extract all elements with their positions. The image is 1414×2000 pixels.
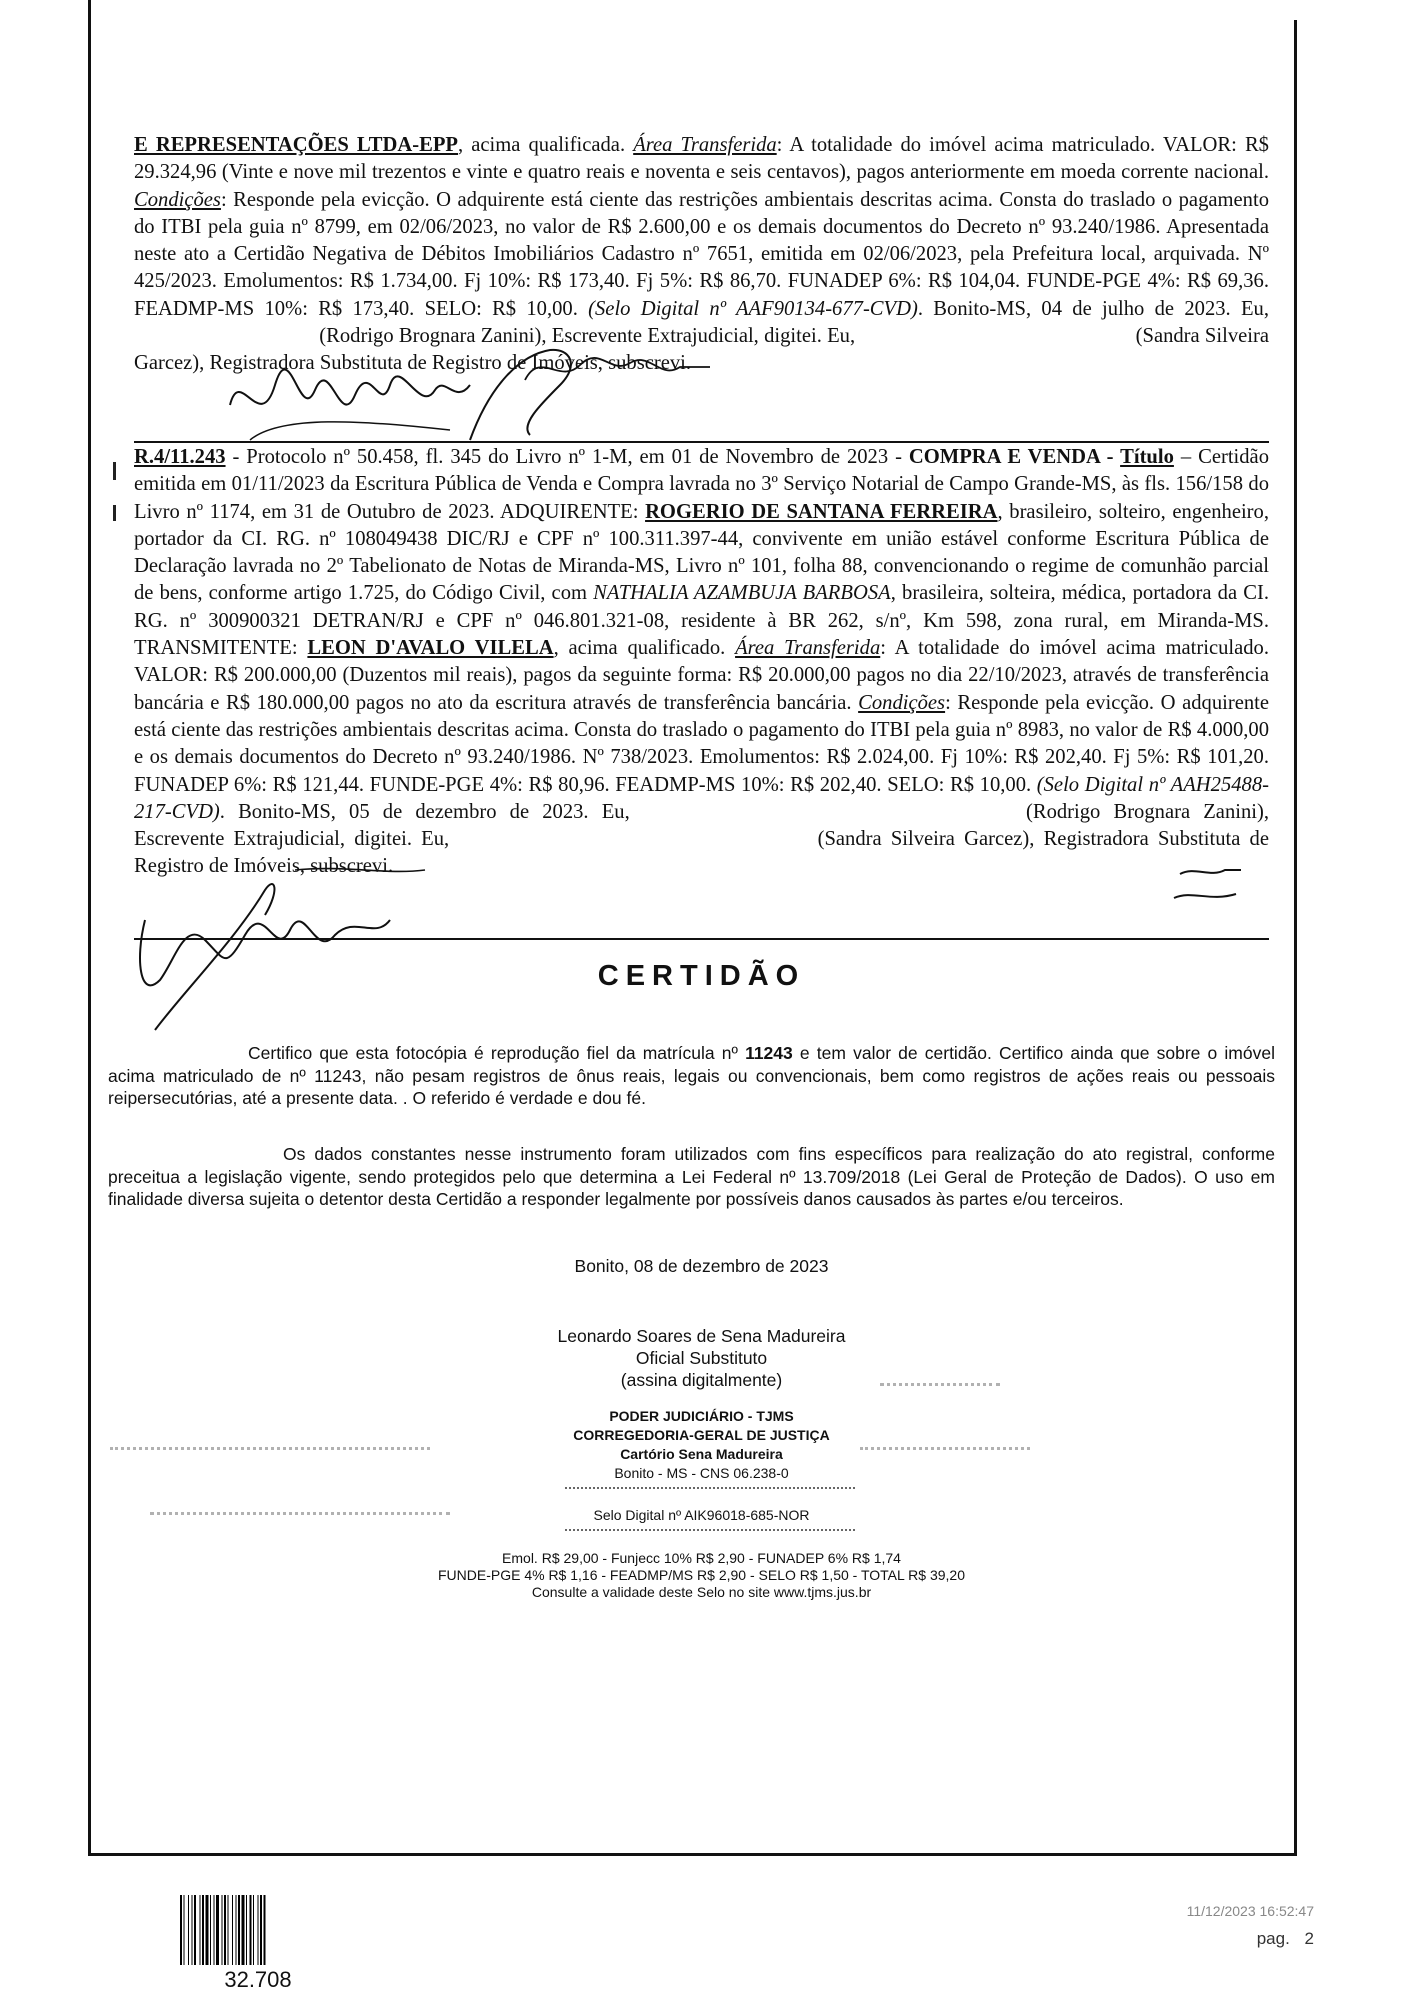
digital-seal: (Selo Digital nº AAH25488-217-CVD) [134, 773, 1269, 823]
barcode-bar [250, 1895, 252, 1965]
handwritten-signature [1170, 888, 1240, 904]
barcode-bar [228, 1895, 229, 1965]
area-label: Área Transferida [735, 637, 881, 660]
data-protection-paragraph [108, 1143, 1275, 1211]
entry-divider [134, 441, 1269, 443]
page-number: 2 [1304, 1929, 1314, 1948]
page-frame-bottom [88, 1853, 1297, 1856]
entry-text: : Responde pela evicção. O adquirente está ciente das restrições ambientais descritas acima. Consta do traslado o pagamento do ITBI pela guia nº 8983, no valor de R$ 4.000,00 e os demais documentos do Decreto nº 93.240/1986. Nº 738/2023. Emolumentos: R$ 2.024,00. Fj 10%: R$ 202,40. Fj 5%: R$ 101,20. FUNADEP 6%: R$ 121,44. FUNDE-PGE 4%: R$ 80,96. FEADMP-MS 10%: R$ 202,40. SELO: R$ 10,00. [134, 691, 1269, 796]
barcode-bar [214, 1895, 215, 1965]
stamp-seal: Selo Digital nº AIK96018-685-NOR [593, 1507, 810, 1523]
seller-name: LEON D'AVALO VILELA [307, 637, 554, 660]
handwritten-signature [115, 860, 495, 1035]
area-label: Área Transferida [633, 134, 777, 156]
entry-text: (Sandra Silveira Garcez), Registradora Substituta de Registro de Imóveis, subscrevi. [134, 828, 1269, 878]
stamp-validate: Consulte a validade deste Selo no site www.tjms.jus.br [531, 1584, 872, 1600]
entry-text: , brasileiro, solteiro, engenheiro, portador da CI. RG. nº 108049438 DIC/RJ e CPF nº 100.311.397-44, convivente em união estável conforme Escritura Pública de Declaração lavrada no 2º Tabelionato de Notas de Miranda-MS, Livro nº 101, folha 88, convencionando o regime de comunhão parcial de bens, conforme artigo 1.725, do Código Civil, com [134, 500, 1269, 605]
barcode-bar [200, 1895, 201, 1965]
stamp-line: CORREGEDORIA-GERAL DE JUSTIÇA [573, 1427, 830, 1443]
barcode-bar [216, 1895, 219, 1965]
entry-text: . Bonito-MS, 04 de julho de 2023. Eu, [917, 297, 1269, 320]
entry-text: . Bonito-MS, 05 de dezembro de 2023. Eu, [219, 800, 643, 823]
entry-text: - Protocolo nº 50.458, fl. 345 do Livro nº 1-M, em 01 de Novembro de 2023 - [225, 446, 909, 468]
place-date: Bonito, 08 de dezembro de 2023 [574, 1256, 829, 1276]
certificate-title: CERTIDÃO [597, 960, 806, 992]
margin-mark [113, 462, 116, 480]
barcode-bar [264, 1895, 266, 1965]
entry-text: - [1099, 446, 1121, 468]
barcode-bar [236, 1895, 237, 1965]
entry-text: (Sandra Silveira Garcez), Registradora Substituta de Registro de Imóveis, subscrevi. [134, 325, 1269, 375]
barcode-bar [224, 1895, 226, 1965]
barcode-bar [222, 1895, 223, 1965]
barcode-bar [202, 1895, 204, 1965]
buyer-name: ROGERIO DE SANTANA FERREIRA [645, 500, 998, 523]
stamp-fees: Emol. R$ 29,00 - Funjecc 10% R$ 2,90 - FUNADEP 6% R$ 1,74 [502, 1550, 901, 1566]
matricula-number: 11243 [745, 1043, 793, 1063]
certificate-paragraph [108, 1042, 1275, 1110]
print-timestamp: 11/12/2023 16:52:47 [1186, 1903, 1314, 1919]
barcode-bar [260, 1895, 262, 1965]
barcode-bar [180, 1895, 182, 1965]
barcode-number: 32.708 [224, 1967, 292, 1992]
barcode-bar [194, 1895, 196, 1965]
registry-entry-r3 [134, 132, 1269, 378]
barcode-bar [246, 1895, 247, 1965]
registry-entry-r4 [134, 444, 1269, 881]
registration-number: R.4/11.243 [134, 446, 226, 468]
stamp-line: PODER JUDICIÁRIO - TJMS [609, 1408, 794, 1424]
barcode-bar [206, 1895, 209, 1965]
certificate-text: e tem valor de certidão. Certifico ainda que sobre o imóvel acima matriculado de nº 11243, não pesam registros de ônus reais, legais ou convencionais, bem como registros de ações reais ou pessoais reipersecutórias, até a presente data. . O referido é verdade e dou fé. [108, 1043, 1275, 1108]
act-type: COMPRA E VENDA [908, 446, 1100, 468]
margin-mark [113, 505, 116, 521]
stamp-line: Bonito - MS - CNS 06.238-0 [614, 1465, 789, 1481]
entry-text: : Responde pela evicção. O adquirente está ciente das restrições ambientais descritas acima. Consta do traslado o pagamento do ITBI pela guia nº 8799, em 02/06/2023, no valor de R$ 2.600,00 e os demais documentos do Decreto nº 93.240/1986. Apresentada neste ato a Certidão Negativa de Débitos Imobiliários Cadastro nº 7651, emitida em 02/06/2023, pela Prefeitura local, arquivada. Nº 425/2023. Emolumentos: R$ 1.734,00. Fj 10%: R$ 173,40. Fj 5%: R$ 86,70. FUNADEP 6%: R$ 104,04. FUNDE-PGE 4%: R$ 69,36. FEADMP-MS 10%: R$ 173,40. SELO: R$ 10,00. [134, 188, 1269, 320]
signer-role: Oficial Substituto [635, 1348, 768, 1368]
barcode-bar [184, 1895, 185, 1965]
page-indicator [1150, 1929, 1314, 1949]
barcode [180, 1895, 336, 1965]
stamp-line: Cartório Sena Madureira [620, 1446, 783, 1462]
entry-text: (Rodrigo Brognara Zanini), Escrevente Extrajudicial, digitei. Eu, [134, 800, 1269, 851]
entry-text: : A totalidade do imóvel acima matriculado. VALOR: R$ 29.324,96 (Vinte e nove mil trezentos e vinte e quatro reais e noventa e seis centavos), pagos anteriormente em moeda corrente nacional. [134, 134, 1269, 184]
entry-text: , acima qualificado. [553, 637, 736, 660]
barcode-bar [238, 1895, 240, 1965]
page-frame-left [88, 0, 91, 1855]
conditions-label: Condições [134, 188, 221, 211]
barcode-bar [258, 1895, 259, 1965]
barcode-bar [253, 1895, 254, 1965]
signer-name: Leonardo Soares de Sena Madureira [557, 1326, 846, 1346]
entry-text: – Certidão emitida em 01/11/2023 da Escritura Pública de Venda e Compra lavrada no 3º Serviço Notarial de Campo Grande-MS, às fls. 156/158 do Livro nº 1174, em 31 de Outubro de 2023. ADQUIRENTE: [134, 446, 1269, 523]
signer-note: (assina digitalmente) [620, 1370, 783, 1390]
title-label: Título [1120, 446, 1174, 468]
transmitter-company: E REPRESENTAÇÕES LTDA-EPP [134, 134, 458, 156]
barcode-bar [232, 1895, 233, 1965]
page-frame-right [1294, 20, 1297, 1855]
stamp-divider [565, 1529, 855, 1537]
digital-seal: (Selo Digital nº AAF90134-677-CVD) [588, 297, 918, 320]
entry-text: , acima qualificada. [458, 134, 634, 156]
scan-speckle [880, 1383, 1000, 1390]
entry-text: , brasileira, solteira, médica, portadora da CI. RG. nº 300900321 DETRAN/RJ e CPF nº 046.801.321-08, residente à BR 262, s/nº, Km 598, zona rural, em Miranda-MS. TRANSMITENTE: [134, 582, 1269, 660]
partner-name: NATHALIA AZAMBUJA BARBOSA [593, 582, 891, 605]
entry-text: (Rodrigo Brognara Zanini), Escrevente Extrajudicial, digitei. Eu, [314, 325, 861, 348]
stamp-fees: FUNDE-PGE 4% R$ 1,16 - FEADMP/MS R$ 2,90 - SELO R$ 1,50 - TOTAL R$ 39,20 [437, 1567, 965, 1583]
certificate-text: Certifico que esta fotocópia é reprodução fiel da matrícula nº [248, 1043, 746, 1063]
conditions-label: Condições [858, 691, 946, 714]
barcode-bar [210, 1895, 211, 1965]
stamp-divider [565, 1487, 855, 1495]
barcode-bar [188, 1895, 189, 1965]
barcode-bar [242, 1895, 245, 1965]
entry-text: : A totalidade do imóvel acima matriculado. VALOR: R$ 200.000,00 (Duzentos mil reais), pagos da seguinte forma: R$ 20.000,00 pagos no dia 22/10/2023, através de transferência bancária e R$ 180.000,00 pagos no ato da escritura através de transferência bancária. [134, 637, 1269, 714]
entry-divider [134, 938, 1269, 940]
certificate-text: Os dados constantes nesse instrumento foram utilizados com fins específicos para realização do ato registral, conforme preceitua a legislação vigente, sendo protegidos pelo que determina a Lei Federal nº 13.709/2018 (Lei Geral de Proteção de Dados). O uso em finalidade diversa sujeita o detentor desta Certidão a responder legalmente por possíveis danos causados às partes e/ou terceiros. [108, 1144, 1275, 1209]
page-label: pag. [1256, 1929, 1290, 1948]
barcode-bar [192, 1895, 193, 1965]
